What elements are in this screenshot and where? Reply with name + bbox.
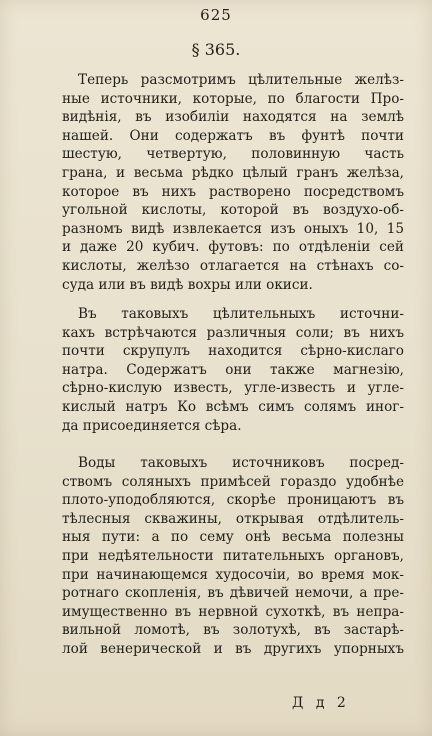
text-line: которое въ нихъ растворено посредствомъ	[62, 183, 404, 200]
text-line: угольной кислоты, которой въ воздухо-об-	[62, 202, 404, 219]
text-line: сѣрно-кислую известь, угле-известь и угле-	[62, 380, 404, 397]
text-line: вильной ломотѣ, въ золотухѣ, въ застарѣ-	[62, 622, 404, 639]
text-line: Воды таковыхъ источниковъ посред-	[78, 455, 404, 471]
paragraph-3	[62, 454, 404, 659]
text-line: суда или въ видѣ вохры или окиси.	[62, 276, 313, 293]
text-line: Теперь разсмотримъ цѣлительные желѣз-	[78, 72, 404, 88]
text-line: видѣнія, въ изобиліи находятся на землѣ	[62, 109, 404, 126]
text-line: при начинающемся худосочіи, во время мок-	[62, 566, 404, 583]
text-line: кислоты, желѣзо отлагается на стѣнахъ со-	[62, 257, 404, 274]
text-line: натра. Содержатъ они также магнезію,	[62, 361, 404, 378]
text-line: при недѣятельности питательныхъ органовъ,	[62, 547, 404, 564]
text-line: имущественно въ нервной сухоткѣ, въ непра-	[62, 603, 404, 620]
text-line: Въ таковыхъ цѣлительныхъ источни-	[78, 306, 404, 322]
text-line: шестую, четвертую, половинную часть	[62, 146, 404, 163]
text-line: ныя пути: а по сему онѣ весьма полезны	[62, 529, 404, 546]
text-line: почти скрупулъ находится сѣрно-кислаго	[62, 343, 404, 360]
text-line: и даже 20 кубич. футовъ: по отдѣленіи сей	[62, 239, 404, 256]
text-line: лой венерической и въ другихъ упорныхъ	[62, 640, 404, 657]
text-line: да присоединяется сѣра.	[62, 417, 242, 434]
signature-mark: Д д 2	[292, 695, 350, 711]
paragraph-1	[62, 71, 404, 294]
text-line: ные источники, которые, по благости Про-	[62, 90, 404, 107]
text-line: ротнаго скопленія, въ дѣвичей немочи, а пре-	[62, 585, 404, 602]
text-line: плото-уподобляются, скорѣе проницаютъ въ	[62, 492, 404, 509]
page-number: 625	[200, 6, 232, 24]
text-line: нашей. Они содержатъ въ фунтѣ почти	[62, 127, 404, 144]
text-line: грана, и весьма рѣдко цѣлый гранъ желѣза,	[62, 164, 404, 181]
text-line: разномъ видѣ извлекается изъ оныхъ 10, 15	[62, 220, 404, 237]
text-line: кахъ встрѣчаются различныя соли; въ нихъ	[62, 324, 404, 341]
paragraph-2	[62, 305, 404, 435]
section-heading: § 365.	[191, 40, 241, 59]
text-line: ствомъ соляныхъ примѣсей гораздо удобнѣе	[62, 473, 404, 490]
text-line: кислый натръ Ко всѣмъ симъ солямъ иног-	[62, 398, 404, 415]
text-line: тѣлесныя скважины, открывая отдѣлитель-	[62, 510, 404, 527]
